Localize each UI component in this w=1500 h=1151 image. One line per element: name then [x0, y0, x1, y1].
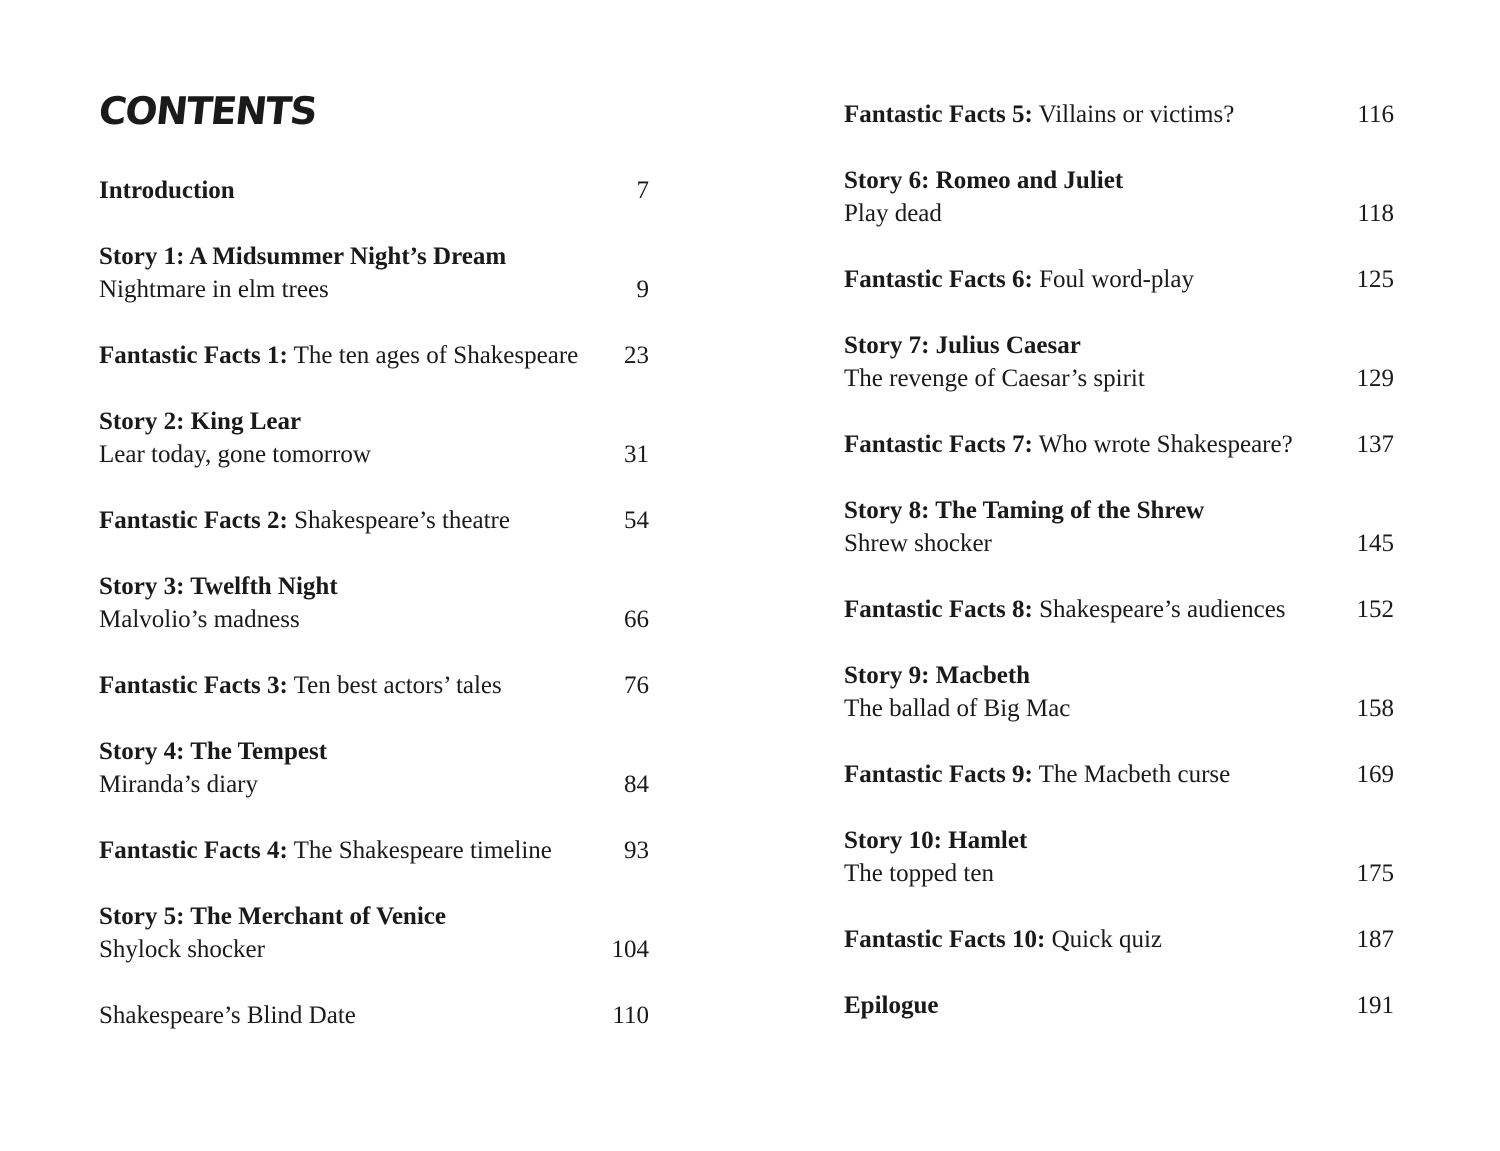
toc-page-number: 84: [624, 771, 649, 798]
toc-entry-title: [844, 758, 1357, 791]
toc-entry-row: [99, 273, 649, 306]
toc-page-number: 23: [624, 342, 649, 369]
toc-entry-subtitle: Ten best actors’ tales: [287, 672, 502, 699]
toc-page-number: 9: [636, 276, 649, 303]
toc-entry: [844, 329, 1394, 395]
toc-entry: [844, 593, 1394, 626]
toc-page-number: 104: [611, 936, 649, 963]
toc-entry-title: [99, 603, 615, 636]
toc-entry: [99, 240, 649, 306]
toc-entry-row: [99, 603, 649, 636]
toc-entry-title: [99, 273, 615, 306]
toc-entry-subtitle: Quick quiz: [1045, 926, 1162, 953]
toc-entry-subtitle: The ballad of Big Mac: [844, 695, 1071, 722]
contents-left-column: [99, 174, 649, 1065]
toc-entry-title: [844, 98, 1357, 131]
toc-entry-title: [844, 527, 1357, 560]
toc-entry-heading: Story 7: Julius Caesar: [844, 332, 1081, 359]
toc-entry-subtitle: The Macbeth curse: [1032, 761, 1231, 788]
toc-entry: [844, 98, 1394, 131]
toc-entry-title: [844, 263, 1357, 296]
toc-entry-subtitle: Lear today, gone tomorrow: [99, 441, 371, 468]
toc-entry: [99, 900, 649, 966]
toc-entry-subtitle: Shrew shocker: [844, 530, 992, 557]
toc-entry-title: [99, 999, 612, 1032]
toc-page-number: 110: [612, 1002, 649, 1029]
toc-entry: [844, 659, 1394, 725]
toc-page-number: 137: [1356, 431, 1394, 458]
toc-entry-title: [844, 428, 1357, 461]
contents-right-column: [844, 98, 1394, 1055]
toc-entry: [844, 989, 1394, 1022]
toc-entry-title: [844, 989, 1357, 1022]
toc-entry-title: [99, 504, 615, 537]
toc-entry-row: [844, 758, 1394, 791]
toc-page-number: 175: [1356, 860, 1394, 887]
toc-page-number: 145: [1356, 530, 1394, 557]
toc-entry-title: [99, 174, 615, 207]
toc-entry: [99, 669, 649, 702]
toc-entry-label: Fantastic Facts 5:: [844, 101, 1033, 128]
toc-entry-row: [99, 933, 649, 966]
toc-entry-label: Fantastic Facts 6:: [844, 266, 1033, 293]
toc-entry-subtitle: The revenge of Caesar’s spirit: [844, 365, 1145, 392]
toc-entry: [99, 405, 649, 471]
toc-entry-row: [844, 428, 1394, 461]
toc-entry: [844, 164, 1394, 230]
toc-entry-title: [99, 438, 615, 471]
toc-page-number: 31: [624, 441, 649, 468]
toc-entry: [844, 263, 1394, 296]
toc-entry-row: [99, 174, 649, 207]
toc-entry-row: [99, 768, 649, 801]
toc-entry-subtitle: The ten ages of Shakespeare: [287, 342, 579, 369]
toc-entry: [99, 834, 649, 867]
toc-page-number: 152: [1356, 596, 1394, 623]
toc-entry-title: [99, 339, 615, 372]
toc-entry-label: Fantastic Facts 4:: [99, 837, 288, 864]
toc-entry-row: [844, 362, 1394, 395]
toc-entry: [844, 923, 1394, 956]
toc-entry-subtitle: Nightmare in elm trees: [99, 276, 329, 303]
toc-page-number: 54: [624, 507, 649, 534]
toc-entry-row: [844, 857, 1394, 890]
toc-entry-title: [99, 834, 615, 867]
toc-entry-label: Fantastic Facts 9:: [844, 761, 1033, 788]
toc-entry-label: Introduction: [99, 177, 235, 204]
toc-page-number: 118: [1357, 200, 1394, 227]
toc-entry: [99, 504, 649, 537]
toc-entry-subtitle: Miranda’s diary: [99, 771, 258, 798]
toc-entry-title: [844, 923, 1357, 956]
toc-entry-heading: Story 2: King Lear: [99, 408, 302, 435]
toc-entry-title: [844, 362, 1357, 395]
toc-entry-row: [99, 504, 649, 537]
toc-entry-row: [844, 98, 1394, 131]
toc-entry: [844, 824, 1394, 890]
toc-entry-row: [844, 593, 1394, 626]
toc-entry-row: [99, 999, 649, 1032]
toc-entry-subtitle: Malvolio’s madness: [99, 606, 300, 633]
toc-entry-subtitle: Foul word-play: [1032, 266, 1194, 293]
toc-entry-subtitle: Who wrote Shakespeare?: [1032, 431, 1293, 458]
toc-entry-subtitle: The topped ten: [844, 860, 994, 887]
toc-entry-heading: Story 1: A Midsummer Night’s Dream: [99, 243, 507, 270]
toc-entry-title: [99, 933, 612, 966]
toc-entry-heading: Story 4: The Tempest: [99, 738, 328, 765]
toc-entry-label: Fantastic Facts 3:: [99, 672, 288, 699]
toc-entry-row: [99, 339, 649, 372]
toc-entry-subtitle: The Shakespeare timeline: [287, 837, 552, 864]
toc-entry-row: [844, 692, 1394, 725]
toc-entry-heading: Story 5: The Merchant of Venice: [99, 903, 446, 930]
toc-page-number: 125: [1356, 266, 1394, 293]
toc-page-number: 76: [624, 672, 649, 699]
toc-entry-row: [844, 923, 1394, 956]
toc-page-number: 93: [624, 837, 649, 864]
toc-entry-title: [99, 768, 615, 801]
toc-page-number: 7: [636, 177, 649, 204]
toc-entry-row: [844, 197, 1394, 230]
toc-entry-subtitle: Shylock shocker: [99, 936, 265, 963]
toc-entry-subtitle: Villains or victims?: [1032, 101, 1235, 128]
toc-entry-label: Fantastic Facts 8:: [844, 596, 1033, 623]
toc-entry-subtitle: Play dead: [844, 200, 942, 227]
toc-entry-title: [99, 669, 615, 702]
toc-entry-row: [844, 263, 1394, 296]
toc-entry-label: Epilogue: [844, 992, 939, 1019]
toc-page-number: 129: [1356, 365, 1394, 392]
toc-entry-heading: Story 9: Macbeth: [844, 662, 1031, 689]
toc-page-number: 169: [1356, 761, 1394, 788]
toc-entry-label: Fantastic Facts 1:: [99, 342, 288, 369]
toc-entry: [99, 735, 649, 801]
toc-entry-heading: Story 8: The Taming of the Shrew: [844, 497, 1205, 524]
toc-entry-label: Fantastic Facts 2:: [99, 507, 288, 534]
toc-entry-subtitle: Shakespeare’s Blind Date: [99, 1002, 356, 1029]
toc-entry-heading: Story 10: Hamlet: [844, 827, 1028, 854]
toc-entry: [99, 339, 649, 372]
toc-entry-label: Fantastic Facts 7:: [844, 431, 1033, 458]
toc-entry-row: [844, 989, 1394, 1022]
toc-entry: [99, 999, 649, 1032]
toc-entry: [844, 494, 1394, 560]
toc-entry: [99, 570, 649, 636]
toc-entry: [844, 758, 1394, 791]
toc-entry-subtitle: Shakespeare’s theatre: [287, 507, 510, 534]
toc-entry-subtitle: Shakespeare’s audiences: [1032, 596, 1286, 623]
toc-entry-title: [844, 692, 1357, 725]
toc-entry-label: Fantastic Facts 10:: [844, 926, 1046, 953]
page-title: CONTENTS: [96, 89, 319, 133]
toc-entry-heading: Story 6: Romeo and Juliet: [844, 167, 1124, 194]
toc-entry-row: [99, 669, 649, 702]
toc-page-number: 191: [1356, 992, 1394, 1019]
toc-entry-title: [844, 857, 1357, 890]
toc-entry-row: [99, 834, 649, 867]
toc-page-number: 158: [1356, 695, 1394, 722]
toc-page-number: 66: [624, 606, 649, 633]
toc-entry-row: [844, 527, 1394, 560]
toc-page-number: 116: [1357, 101, 1394, 128]
toc-entry-row: [99, 438, 649, 471]
toc-entry-title: [844, 197, 1357, 230]
toc-entry-heading: Story 3: Twelfth Night: [99, 573, 338, 600]
toc-entry: [99, 174, 649, 207]
toc-entry: [844, 428, 1394, 461]
toc-page-number: 187: [1356, 926, 1394, 953]
toc-entry-title: [844, 593, 1357, 626]
